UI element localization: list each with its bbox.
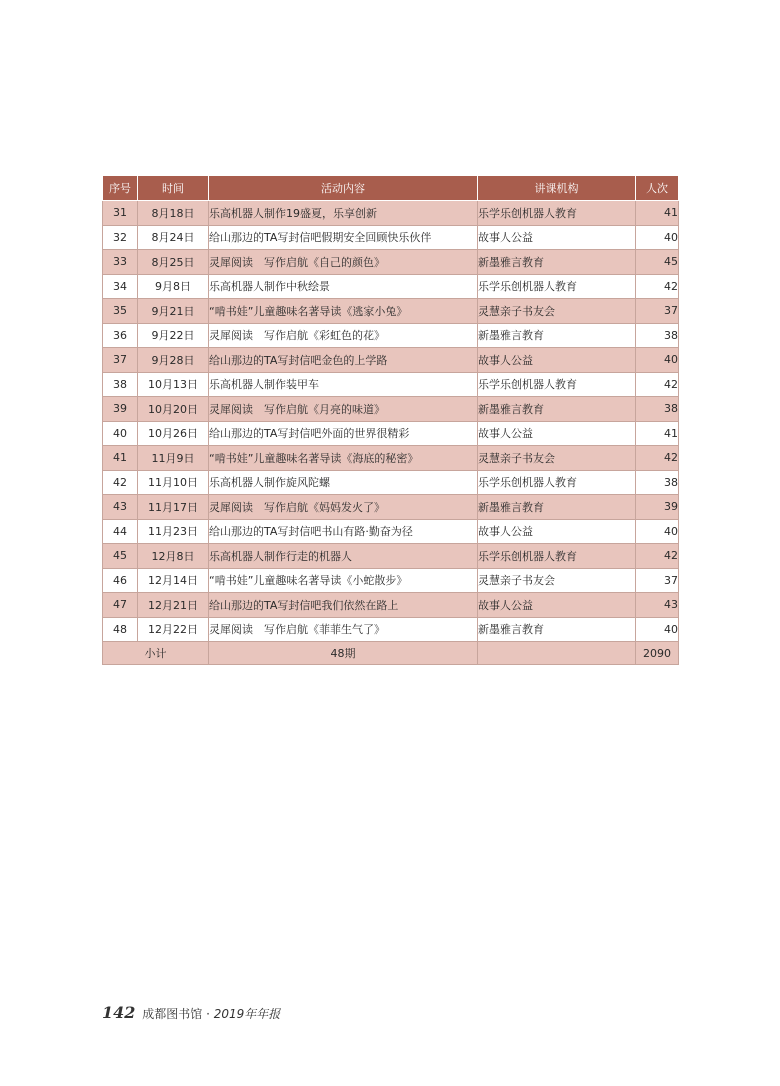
cell-attendance: 41 [636,201,679,226]
cell-attendance: 42 [636,372,679,397]
cell-serial: 37 [103,348,138,373]
subtotal-empty-cell [478,642,636,665]
table-row [103,323,679,348]
page-number: 142 [102,1003,136,1022]
cell-serial: 39 [103,397,138,422]
cell-date: 9月22日 [138,323,209,348]
table-row [103,446,679,471]
cell-attendance: 38 [636,397,679,422]
cell-serial: 43 [103,495,138,520]
cell-organization: 新墨雅言教育 [478,323,636,348]
subtotal-row [103,642,679,665]
cell-attendance: 42 [636,544,679,569]
cell-organization: 新墨雅言教育 [478,617,636,642]
cell-organization: 故事人公益 [478,348,636,373]
cell-attendance: 41 [636,421,679,446]
table-row [103,397,679,422]
cell-serial: 31 [103,201,138,226]
report-title: 2019年年报 [213,1007,281,1021]
header-organization: 讲课机构 [478,176,636,201]
cell-attendance: 42 [636,274,679,299]
cell-organization: 乐学乐创机器人教育 [478,470,636,495]
cell-content: 给山那边的TA写封信吧金色的上学路 [209,348,478,373]
cell-organization: 新墨雅言教育 [478,397,636,422]
cell-organization: 故事人公益 [478,593,636,618]
cell-date: 9月28日 [138,348,209,373]
cell-date: 11月10日 [138,470,209,495]
cell-organization: 故事人公益 [478,421,636,446]
cell-serial: 41 [103,446,138,471]
cell-serial: 35 [103,299,138,324]
cell-date: 12月22日 [138,617,209,642]
cell-organization: 灵慧亲子书友会 [478,568,636,593]
cell-content: 给山那边的TA写封信吧外面的世界很精彩 [209,421,478,446]
header-content: 活动内容 [209,176,478,201]
cell-organization: 乐学乐创机器人教育 [478,544,636,569]
cell-content: 灵犀阅读 写作启航《自己的颜色》 [209,250,478,275]
header-date: 时间 [138,176,209,201]
cell-attendance: 40 [636,225,679,250]
cell-date: 11月9日 [138,446,209,471]
cell-serial: 40 [103,421,138,446]
cell-organization: 灵慧亲子书友会 [478,299,636,324]
cell-content: “啃书娃”儿童趣味名著导读《逃家小兔》 [209,299,478,324]
cell-organization: 故事人公益 [478,225,636,250]
table-row [103,274,679,299]
table-row [103,470,679,495]
cell-serial: 45 [103,544,138,569]
cell-serial: 33 [103,250,138,275]
cell-attendance: 40 [636,519,679,544]
cell-serial: 47 [103,593,138,618]
table-row [103,225,679,250]
cell-organization: 乐学乐创机器人教育 [478,201,636,226]
table-row [103,593,679,618]
cell-content: 灵犀阅读 写作启航《妈妈发火了》 [209,495,478,520]
subtotal-periods: 48期 [209,642,478,665]
cell-organization: 新墨雅言教育 [478,495,636,520]
cell-organization: 新墨雅言教育 [478,250,636,275]
cell-content: 乐高机器人制作旋风陀螺 [209,470,478,495]
cell-serial: 32 [103,225,138,250]
cell-date: 11月17日 [138,495,209,520]
cell-date: 11月23日 [138,519,209,544]
cell-attendance: 43 [636,593,679,618]
cell-date: 9月21日 [138,299,209,324]
table-row [103,372,679,397]
cell-date: 12月8日 [138,544,209,569]
table-row [103,250,679,275]
table-body [103,201,679,642]
cell-content: 给山那边的TA写封信吧书山有路·勤奋为径 [209,519,478,544]
library-name: 成都图书馆 [142,1007,203,1021]
cell-date: 9月8日 [138,274,209,299]
cell-content: 乐高机器人制作19盛夏，乐享创新 [209,201,478,226]
cell-content: 灵犀阅读 写作启航《菲菲生气了》 [209,617,478,642]
cell-content: 给山那边的TA写封信吧假期安全回顾快乐伙伴 [209,225,478,250]
cell-content: 给山那边的TA写封信吧我们依然在路上 [209,593,478,618]
subtotal-label: 小计 [103,642,209,665]
cell-attendance: 38 [636,470,679,495]
cell-date: 8月18日 [138,201,209,226]
header-serial: 序号 [103,176,138,201]
cell-date: 10月20日 [138,397,209,422]
cell-content: “啃书娃”儿童趣味名著导读《海底的秘密》 [209,446,478,471]
table-header-row [103,176,679,201]
table-row [103,519,679,544]
header-attendance: 人次 [636,176,679,201]
cell-organization: 乐学乐创机器人教育 [478,274,636,299]
cell-attendance: 40 [636,617,679,642]
cell-content: 乐高机器人制作行走的机器人 [209,544,478,569]
cell-content: 乐高机器人制作装甲车 [209,372,478,397]
cell-attendance: 37 [636,568,679,593]
footer-separator: · [206,1007,210,1021]
cell-date: 12月21日 [138,593,209,618]
cell-serial: 42 [103,470,138,495]
cell-date: 12月14日 [138,568,209,593]
cell-content: 灵犀阅读 写作启航《彩虹色的花》 [209,323,478,348]
activity-table [102,175,679,665]
table-row [103,568,679,593]
cell-attendance: 42 [636,446,679,471]
cell-attendance: 45 [636,250,679,275]
cell-attendance: 39 [636,495,679,520]
table-row [103,201,679,226]
table-row [103,544,679,569]
cell-attendance: 40 [636,348,679,373]
cell-serial: 44 [103,519,138,544]
cell-organization: 故事人公益 [478,519,636,544]
table-row [103,495,679,520]
cell-serial: 34 [103,274,138,299]
cell-serial: 48 [103,617,138,642]
table-row [103,617,679,642]
cell-organization: 灵慧亲子书友会 [478,446,636,471]
table-row [103,421,679,446]
cell-date: 8月24日 [138,225,209,250]
cell-content: “啃书娃”儿童趣味名著导读《小蛇散步》 [209,568,478,593]
cell-attendance: 38 [636,323,679,348]
cell-serial: 46 [103,568,138,593]
cell-organization: 乐学乐创机器人教育 [478,372,636,397]
cell-serial: 36 [103,323,138,348]
page-footer [102,1003,280,1022]
cell-date: 10月13日 [138,372,209,397]
cell-date: 10月26日 [138,421,209,446]
cell-content: 灵犀阅读 写作启航《月亮的味道》 [209,397,478,422]
cell-content: 乐高机器人制作中秋绘景 [209,274,478,299]
cell-date: 8月25日 [138,250,209,275]
cell-attendance: 37 [636,299,679,324]
table-row [103,299,679,324]
cell-serial: 38 [103,372,138,397]
subtotal-count: 2090 [636,642,679,665]
table-row [103,348,679,373]
